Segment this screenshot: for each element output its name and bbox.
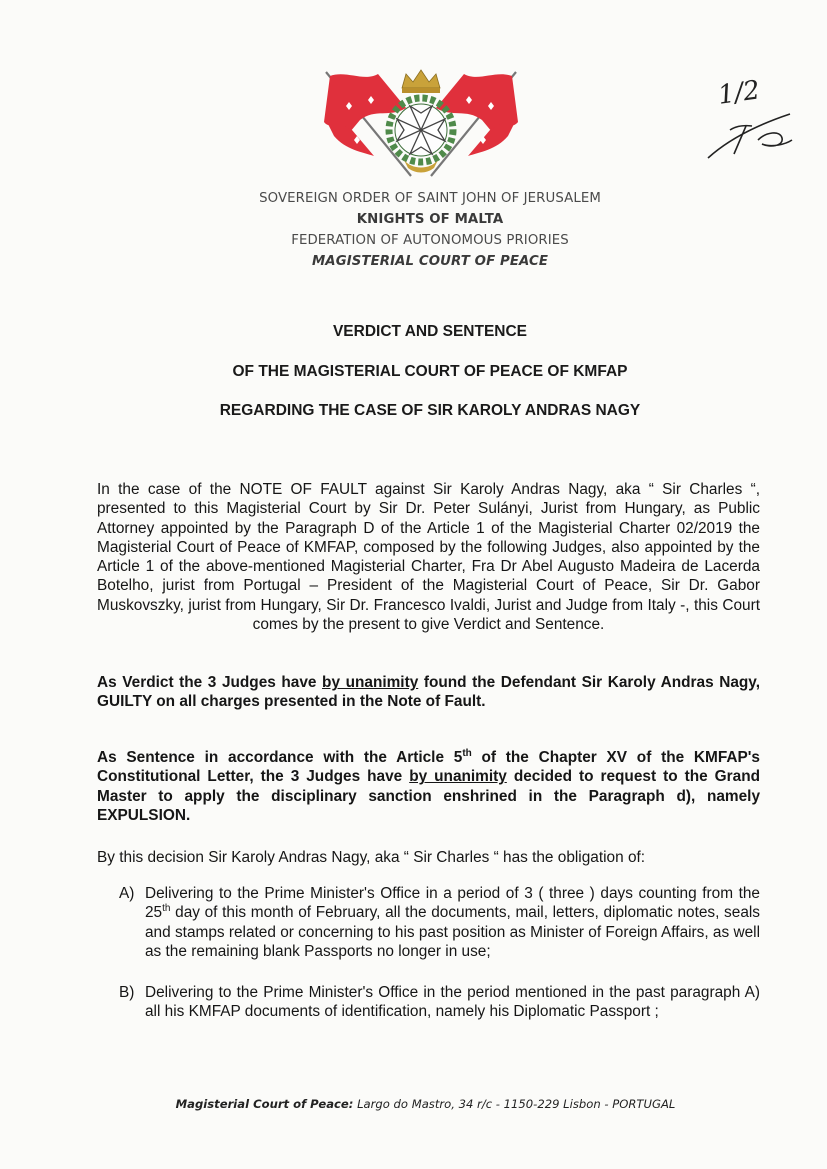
sentence-text-3: decided to request to the Grand Master to apply the disciplinary sanction enshrined in the Paragraph d), namely EXPULSION. [97,768,760,824]
obligation-item-a [119,884,760,961]
item-text-part: Delivering to the Prime Minister's Office in a period of 3 ( three ) days counting from the 25 [145,885,760,922]
letterhead-court: MAGISTERIAL COURT OF PEACE [311,254,549,269]
item-ordinal: th [162,903,171,915]
obligation-item-b [119,983,760,1022]
footer-label: Magisterial Court of Peace: [175,1097,354,1111]
handwritten-page-mark [700,75,800,168]
sentence-unanimity: by unanimity [409,768,507,786]
item-marker: A) [119,885,135,902]
verdict-text-end: found the Defendant Sir Karoly Andras Nagy, GUILTY on all charges presented in the Note of Fault. [97,674,760,711]
page-number-handwritten: 1/2 [716,75,762,111]
obligation-intro: By this decision Sir Karoly Andras Nagy, aka “ Sir Charles “ has the obligation of: [97,849,646,866]
document-case-title: REGARDING THE CASE OF SIR KAROLY ANDRAS NAGY [219,402,641,419]
letterhead-federation: FEDERATION OF AUTONOMOUS PRIORIES [291,233,569,248]
verdict-text-start: As Verdict the 3 Judges have [97,674,323,691]
footer-address-text: Largo do Mastro, 34 r/c - 1150-229 Lisbon - PORTUGAL [353,1097,676,1111]
document-title: VERDICT AND SENTENCE [332,323,528,340]
sentence-ordinal: th [462,747,472,759]
item-text-part: day of this month of February, all the documents, mail, letters, diplomatic notes, seals and stamps related or concerning to his past position as Minister of Foreign Affairs, as well as the remaining blank Passports no longer in use; [145,904,760,960]
sentence-paragraph [97,748,760,825]
letterhead-knights: KNIGHTS OF MALTA [356,212,504,227]
verdict-unanimity: by unanimity [322,674,419,691]
item-marker: B) [119,984,135,1001]
footer-address [0,1097,827,1111]
sentence-text-2: of the Chapter XV of the KMFAP's Constitutional Letter, the 3 Judges have [97,749,760,786]
verdict-paragraph [97,673,760,712]
item-text [145,884,760,961]
sentence-text-1: As Sentence in accordance with the Article 5 [97,749,463,766]
letterhead-order-name: SOVEREIGN ORDER OF SAINT JOHN OF JERUSALEM [259,191,601,206]
intro-paragraph: In the case of the NOTE OF FAULT against Sir Karoly Andras Nagy, aka “ Sir Charles “, presented to this Magisterial Court by Sir Dr. Peter Sulányi, Jurist from Hungary, as Public Attorney appointed by the Paragraph D of the Article 1 of the Magisterial Charter 02/2019 the Magisterial Court of Peace of KMFAP, composed by the following Judges, also appointed by the Article 1 of the above-mentioned Magisterial Charter, Fra Dr Abel Augusto Madeira de Lacerda Botelho, jurist from Portugal – President of the Magisterial Court of Peace, Sir Dr. Gabor Muskovszky, jurist from Hungary, Sir Dr. Francesco Ivaldi, Jurist and Judge from Italy -, this Court comes by the present to give Verdict and Sentence. [97,481,760,634]
document-subtitle: OF THE MAGISTERIAL COURT OF PEACE OF KMFAP [232,363,628,380]
order-emblem-icon [316,60,526,180]
item-text: Delivering to the Prime Minister's Office in the period mentioned in the past paragraph A) all his KMFAP documents of identification, namely his Diplomatic Passport ; [145,984,760,1021]
initials-signature-icon [700,78,800,168]
letterhead [0,188,827,272]
